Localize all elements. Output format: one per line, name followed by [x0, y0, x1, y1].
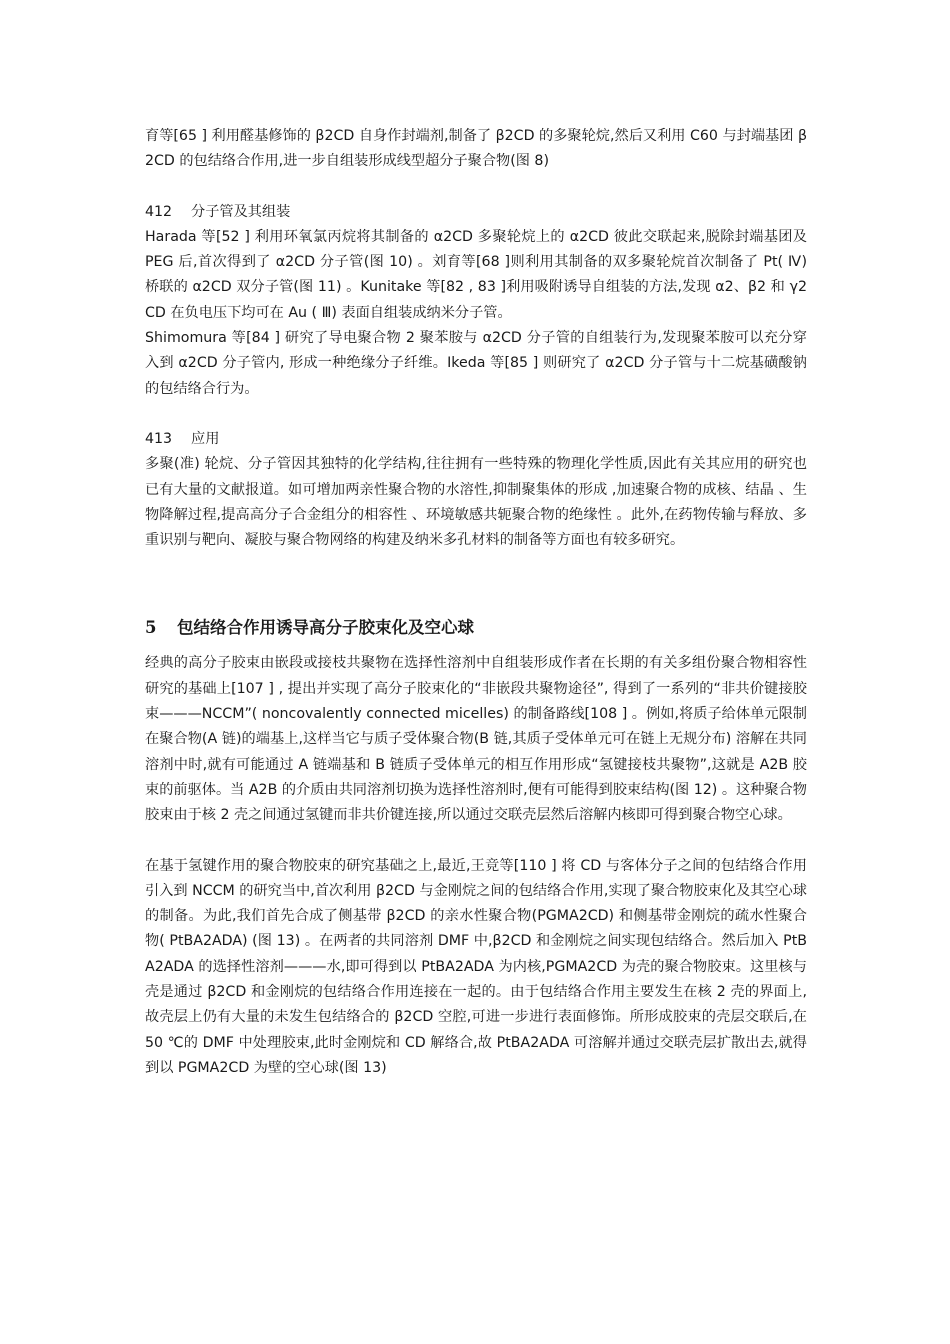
section-412-paragraph-2: Shimomura 等[84 ] 研究了导电聚合物 2 聚苯胺与 α2CD 分子管的自组装行为,发现聚苯胺可以充分穿入到 α2CD 分子管内, 形成一种绝缘分子纤维。Ikeda 等[85 ] 则研究了 α2CD 分子管与十二烷基磺酸钠的包结络合行为。 — [145, 330, 807, 397]
section-413-paragraph: 多聚(准) 轮烷、分子管因其独特的化学结构,往往拥有一些特殊的物理化学性质,因此有关其应用的研究也已有大量的文献报道。如可增加两亲性聚合物的水溶性,抑制聚集体的形成 ,加速聚合物的成核、结晶 、生物降解过程,提高高分子合金组分的相容性 、环境敏感共轭聚合物的绝缘性 。此外,在药物传输与释放、多重识别与靶向、凝胶与聚合物网络的构建及纳米多孔材料的制备等方面也有较多研究。 — [145, 456, 807, 549]
section-412-heading — [145, 200, 807, 225]
section-413-title: 应用 — [191, 430, 220, 447]
section-5-title: 包结络合作用诱导高分子胶束化及空心球 — [177, 618, 474, 638]
section-5 — [145, 615, 807, 1081]
section-412 — [145, 200, 807, 402]
section-412-number: 412 — [145, 203, 173, 220]
page-content — [145, 124, 807, 1081]
section-412-title: 分子管及其组装 — [191, 203, 291, 220]
section-412-paragraph-1: Harada 等[52 ] 利用环氧氯丙烷将其制备的 α2CD 多聚轮烷上的 α2CD 彼此交联起来,脱除封端基团及 PEG 后,首次得到了 α2CD 分子管(图 10) 。刘育等[68 ]则利用其制备的双多聚轮烷首次制备了 Pt( Ⅳ) 桥联的 α2CD 双分子管(图 11) 。Kunitake 等[82 , 83 ]利用吸附诱导自组装的方法,发现 α2、β2 和 γ2CD 在负电压下均可在 Au ( Ⅲ) 表面自组装成纳米分子管。 — [145, 228, 807, 321]
section-413 — [145, 427, 807, 553]
intro-paragraph: 育等[65 ] 利用醛基修饰的 β2CD 自身作封端剂,制备了 β2CD 的多聚轮烷,然后又利用 C60 与封端基团 β2CD 的包结络合作用,进一步自组装形成线型超分子聚合物(图 8) — [145, 128, 807, 170]
section-413-heading — [145, 427, 807, 452]
section-5-paragraph-2: 在基于氢键作用的聚合物胶束的研究基础之上,最近,王竞等[110 ] 将 CD 与客体分子之间的包结络合作用引入到 NCCM 的研究当中,首次利用 β2CD 与金刚烷之间的包结络合作用,实现了聚合物胶束化及其空心球的制备。为此,我们首先合成了侧基带 β2CD 的亲水性聚合物(PGMA2CD) 和侧基带金刚烷的疏水性聚合物( PtBA2ADA) (图 13) 。在两者的共同溶剂 DMF 中,β2CD 和金刚烷之间实现包结络合。然后加入 PtBA2ADA 的选择性溶剂———水,即可得到以 PtBA2ADA 为内核,PGMA2CD 为壳的聚合物胶束。这里核与壳是通过 β2CD 和金刚烷的包结络合作用连接在一起的。由于包结络合作用主要发生在核 2 壳的界面上,故壳层上仍有大量的未发生包结络合的 β2CD 空腔,可进一步进行表面修饰。所形成胶束的壳层交联后,在 50 ℃的 DMF 中处理胶束,此时金刚烷和 CD 解络合,故 PtBA2ADA 可溶解并通过交联壳层扩散出去,就得到以 PGMA2CD 为壁的空心球(图 13) — [145, 857, 807, 1076]
section-413-number: 413 — [145, 430, 173, 447]
section-5-number: 5 — [145, 618, 157, 638]
section-5-paragraph-1: 经典的高分子胶束由嵌段或接枝共聚物在选择性溶剂中自组装形成作者在长期的有关多组份聚合物相容性研究的基础上[107 ] , 提出并实现了高分子胶束化的“非嵌段共聚物途径”, 得到了一系列的“非共价键接胶束———NCCM”( noncovalently connected micelles) 的制备路线[108 ] 。例如,将质子给体单元限制在聚合物(A 链)的端基上,这样当它与质子受体聚合物(B 链,其质子受体单元可在链上无规分布) 溶解在共同溶剂中时,就有可能通过 A 链端基和 B 链质子受体单元的相互作用形成“氢键接枝共聚物”,这就是 A2B 胶束的前驱体。当 A2B 的介质由共同溶剂切换为选择性溶剂时,便有可能得到胶束结构(图 12) 。这种聚合物胶束由于核 2 壳之间通过氢键而非共价键连接,所以通过交联壳层然后溶解内核即可得到聚合物空心球。 — [145, 655, 807, 824]
section-5-heading — [145, 615, 807, 641]
